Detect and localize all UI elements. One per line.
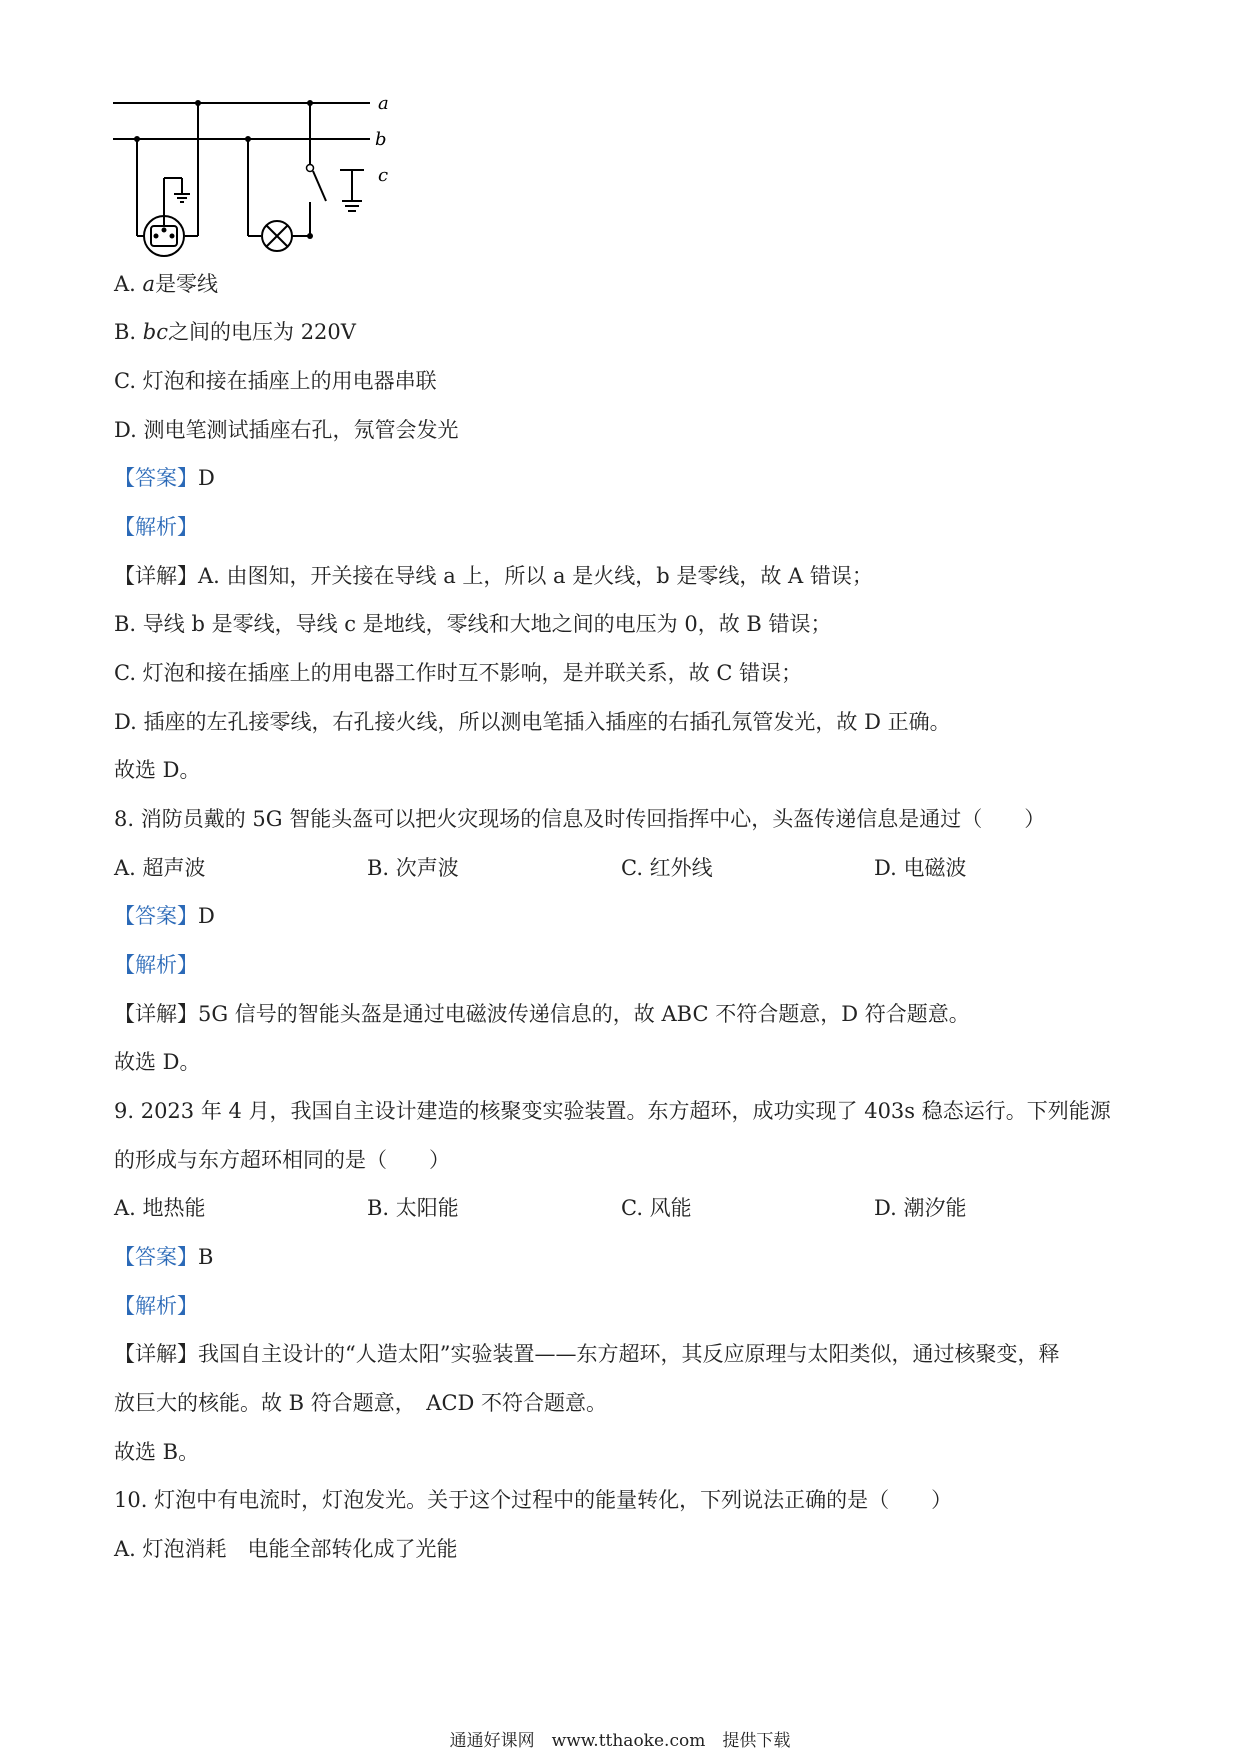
q7-detail-line: D. 插座的左孔接零线，右孔接火线，所以测电笔插入插座的右插孔氖管发光，故 D 正确。 [114, 710, 951, 734]
q9-stem-cont: 的形成与东方超环相同的是（ ） [114, 1148, 450, 1172]
q9-option-d: D. 潮汐能 [874, 1196, 967, 1220]
q8-conclusion: 故选 D。 [114, 1050, 201, 1074]
page-footer: 通通好课网 www.tthaoke.com 提供下载 [449, 1731, 791, 1751]
q9-detail-line: 放巨大的核能。故 B 符合题意， ACD 不符合题意。 [114, 1391, 608, 1415]
q9-option-a: A. 地热能 [114, 1196, 206, 1220]
circuit-diagram [108, 88, 398, 258]
q7-detail-line: C. 灯泡和接在插座上的用电器工作时互不影响，是并联关系，故 C 错误； [114, 661, 803, 685]
q10-stem: 10. 灯泡中有电流时，灯泡发光。关于这个过程中的能量转化，下列说法正确的是（ ） [114, 1488, 953, 1512]
q7-detail: 【详解】A. 由图知，开关接在导线 a 上，所以 a 是火线，b 是零线，故 A 错误； [114, 564, 873, 588]
q8-option-b: B. 次声波 [367, 856, 459, 880]
q9-detail: 【详解】我国自主设计的“人造太阳”实验装置——东方超环，其反应原理与太阳类似，通过核聚变，释 [114, 1342, 1060, 1366]
q7-option-b: B. bc之间的电压为 220V [114, 320, 356, 344]
wire-label-b: b [375, 129, 387, 150]
q10-option-a: A. 灯泡消耗 电能全部转化成了光能 [114, 1537, 458, 1561]
q7-option-c: C. 灯泡和接在插座上的用电器串联 [114, 369, 437, 393]
switch-icon [313, 171, 326, 201]
q8-option-a: A. 超声波 [114, 856, 206, 880]
q7-detail-line: B. 导线 b 是零线，导线 c 是地线，零线和大地之间的电压为 0，故 B 错误； [114, 612, 832, 636]
q8-detail: 【详解】5G 信号的智能头盔是通过电磁波传递信息的，故 ABC 不符合题意，D 符合题意。 [114, 1002, 970, 1026]
q7-option-a: A. a是零线 [114, 272, 219, 296]
q8-analysis-label: 【解析】 [114, 953, 198, 977]
q9-conclusion: 故选 B。 [114, 1440, 200, 1464]
q7-option-d: D. 测电笔测试插座右孔，氖管会发光 [114, 418, 459, 442]
wire-label-c: c [378, 165, 389, 186]
q7-analysis-label: 【解析】 [114, 515, 198, 539]
q8-answer: 【答案】D [114, 904, 215, 928]
q7-conclusion: 故选 D。 [114, 758, 201, 782]
q9-stem: 9. 2023 年 4 月，我国自主设计建造的核聚变实验装置。东方超环，成功实现了 403s 稳态运行。下列能源 [114, 1099, 1111, 1123]
wire-label-a: a [378, 93, 389, 114]
q8-option-c: C. 红外线 [621, 856, 713, 880]
q8-stem: 8. 消防员戴的 5G 智能头盔可以把火灾现场的信息及时传回指挥中心，头盔传递信息是通过（ ） [114, 807, 1046, 831]
q7-answer: 【答案】D [114, 466, 215, 490]
q9-answer: 【答案】B [114, 1245, 214, 1269]
q9-analysis-label: 【解析】 [114, 1294, 198, 1318]
q9-option-b: B. 太阳能 [367, 1196, 459, 1220]
q9-option-c: C. 风能 [621, 1196, 692, 1220]
q8-option-d: D. 电磁波 [874, 856, 967, 880]
